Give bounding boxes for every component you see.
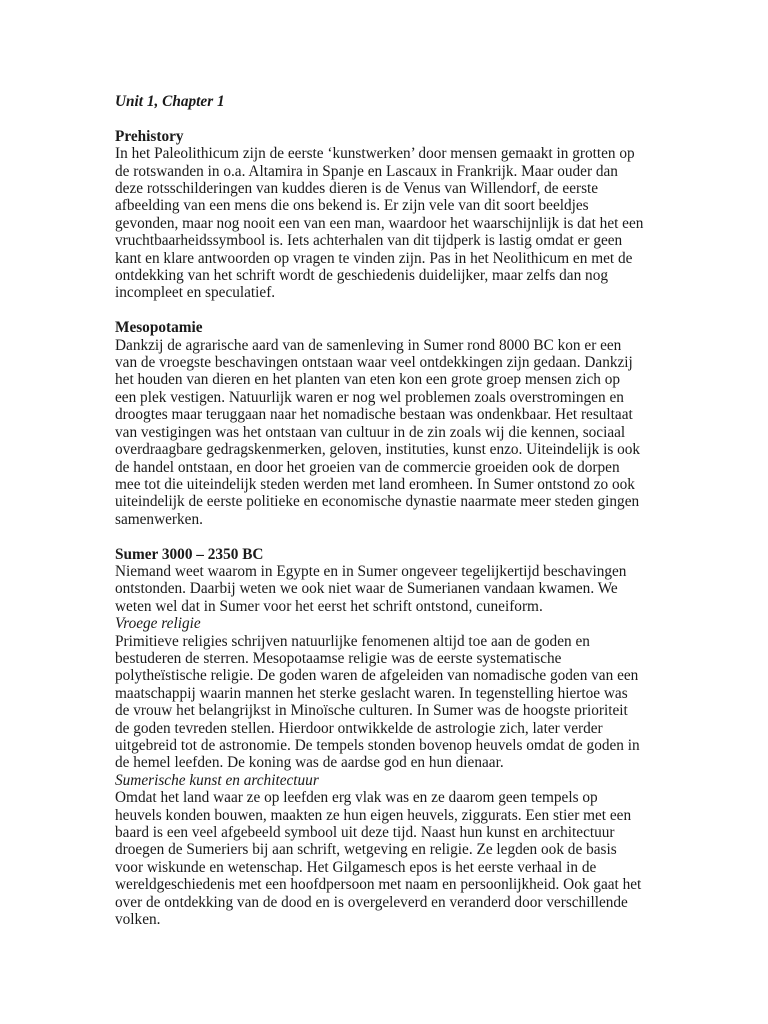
text-line: heuvels konden bouwen, maakten ze hun eigen heuvels, ziggurats. Een stier met een (115, 806, 632, 824)
text-line: Primitieve religies schrijven natuurlijke fenomenen altijd toe aan de goden en (115, 632, 590, 650)
text-line: Niemand weet waarom in Egypte en in Sumer ongeveer tegelijkertijd beschavingen (115, 562, 627, 580)
text-line: mee tot die uiteindelijk steden werden met land eromheen. In Sumer ontstond zo ook (115, 475, 635, 493)
text-line: voor wiskunde en wetenschap. Het Gilgamesch epos is het eerste verhaal in de (115, 858, 597, 876)
text-line: afbeelding van een mens die ons bekend is. Er zijn vele van dit soort beeldjes (115, 197, 589, 215)
section-paragraph (115, 563, 663, 615)
section-heading: Sumer 3000 – 2350 BC (115, 545, 264, 563)
text-line: een plek vestigen. Natuurlijk waren er nog wel problemen zoals overstromingen en (115, 388, 624, 406)
text-line: de rotswanden in o.a. Altamira in Spanje en Lascaux in Frankrijk. Maar ouder dan (115, 162, 618, 180)
text-line: de vrouw het belangrijkst in Minoïsche culturen. In Sumer was de hoogste prioriteit (115, 702, 628, 720)
document-page (115, 93, 663, 928)
section-heading: Mesopotamie (115, 319, 203, 337)
subsection-sumerische-kunst (115, 772, 663, 929)
text-line: uitgebreid tot de astronomie. De tempels stonden bovenop heuvels omdat de goden in (115, 736, 640, 754)
paragraph-gap (115, 302, 663, 319)
section-sumer (115, 546, 663, 929)
text-line: Omdat het land waar ze op leefden erg vlak was en ze daarom geen tempels op (115, 789, 598, 807)
text-line: droogtes maar teruggaan naar het nomadische bestaan was ondenkbaar. Het resultaat (115, 406, 633, 424)
text-line: deze rotsschilderingen van kuddes dieren is de Venus van Willendorf, de eerste (115, 180, 599, 198)
text-line: bestuderen de sterren. Mesopotaamse religie was de eerste systematische (115, 649, 562, 667)
text-line: samenwerken. (115, 510, 203, 528)
text-line: over de ontdekking van de dood en is overgeleverd en veranderd door verschillende (115, 893, 628, 911)
subsection-paragraph (115, 789, 663, 928)
text-line: van de vroegste beschavingen ontstaan waar veel ontdekkingen zijn gedaan. Dankzij (115, 354, 633, 372)
subsection-heading: Sumerische kunst en architectuur (115, 771, 319, 789)
section-heading: Prehistory (115, 127, 184, 145)
text-line: gevonden, maar nog nooit een van een man, waardoor het waarschijnlijk is dat het een (115, 214, 644, 232)
text-line: ontdekking van het schrift wordt de geschiedenis duidelijker, maar zelfs dan nog (115, 267, 608, 285)
text-line: kant en klare antwoorden op vragen te vinden zijn. Pas in het Neolithicum en met de (115, 249, 633, 267)
text-line: polytheïstische religie. De goden waren de afgeleiden van nomadische goden van een (115, 667, 639, 685)
text-line: incompleet en speculatief. (115, 284, 276, 302)
text-line: maatschappij waarin mannen het sterke geslacht waren. In tegenstelling hiertoe was (115, 684, 628, 702)
subsection-paragraph (115, 633, 663, 772)
text-line: de handel ontstaan, en door het groeien van de commercie groeiden ook de dorpen (115, 458, 620, 476)
unit-title: Unit 1, Chapter 1 (115, 93, 225, 110)
text-line: baard is een veel afgebeeld symbool uit deze tijd. Naast hun kunst en architectuur (115, 824, 615, 842)
section-mesopotamie (115, 319, 663, 528)
text-line: weten wel dat in Sumer voor het eerst het schrift ontstond, cuneiform. (115, 597, 543, 615)
text-line: vruchtbaarheidssymbool is. Iets achterhalen van dit tijdperk is lastig omdat er geen (115, 232, 623, 250)
text-line: de goden tevreden stellen. Hierdoor ontwikkelde de astrologie zich, later verder (115, 719, 603, 737)
text-line: overdraagbare gedragskenmerken, geloven, instituties, kunst enzo. Uiteindelijk is ook (115, 441, 641, 459)
text-line: ontstonden. Daarbij weten we ook niet waar de Sumerianen vandaan kwamen. We (115, 580, 618, 598)
text-line: droegen de Sumeriers bij aan schrift, wetgeving en religie. Ze legden ook de basis (115, 841, 617, 859)
subsection-vroege-religie (115, 615, 663, 772)
section-paragraph (115, 145, 663, 302)
text-line: In het Paleolithicum zijn de eerste ‘kunstwerken’ door mensen gemaakt in grotten op (115, 145, 635, 163)
subsection-heading: Vroege religie (115, 615, 201, 633)
text-line: het houden van dieren en het planten van eten kon een grote groep mensen zich op (115, 371, 621, 389)
paragraph-gap (115, 528, 663, 545)
section-paragraph (115, 337, 663, 528)
text-line: Dankzij de agrarische aard van de samenleving in Sumer rond 8000 BC kon er een (115, 336, 622, 354)
text-line: volken. (115, 911, 161, 929)
section-prehistory (115, 128, 663, 302)
text-line: uiteindelijk de eerste politieke en economische dynastie naarmate meer steden gingen (115, 493, 640, 511)
text-line: van vestigingen was het ontstaan van cultuur in de zin zoals wij die kennen, sociaal (115, 423, 626, 441)
text-line: wereldgeschiedenis met een hoofdpersoon met naam en persoonlijkheid. Ook gaat het (115, 876, 642, 894)
text-line: de hemel leefden. De koning was de aardse god en hun dienaar. (115, 754, 504, 772)
